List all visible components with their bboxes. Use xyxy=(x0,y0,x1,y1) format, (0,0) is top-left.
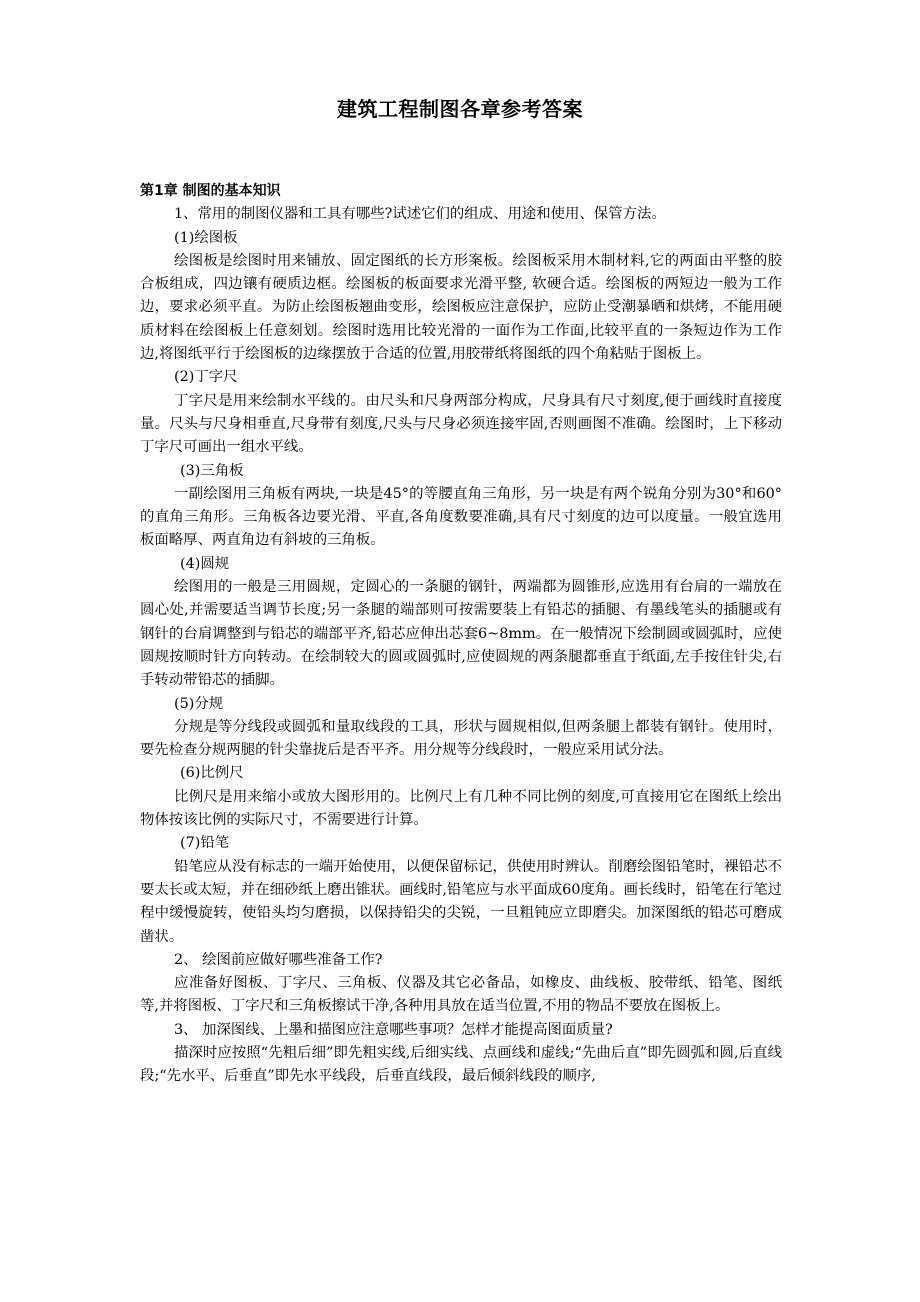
chapter-heading: 第1章 制图的基本知识 xyxy=(140,183,281,199)
paragraph: 铅笔应从没有标志的一端开始使用，以便保留标记，供使用时辨认。削磨绘图铅笔时，裸铅芯不要太长或太短，并在细砂纸上磨出锥状。画线时,铅笔应与水平面成60度角。画长线时，铅笔在行笔过程中缓慢旋转，使铅头均匀磨损，以保持铅尖的尖锐，一旦粗钝应立即磨尖。加深图纸的铅芯可磨成凿状。 xyxy=(140,858,782,945)
subheading: (4)圆规 xyxy=(180,555,230,572)
paragraph: 比例尺是用来缩小或放大图形用的。比例尺上有几种不同比例的刻度,可直接用它在图纸上绘出物体按该比例的实际尺寸，不需要进行计算。 xyxy=(140,788,782,829)
question: 2、 绘图前应做好哪些准备工作? xyxy=(174,951,383,968)
subheading: (3)三角板 xyxy=(180,462,244,479)
paragraph: 分规是等分线段或圆弧和量取线段的工具，形状与圆规相似,但两条腿上都装有钢针。使用时，要先检查分规两腿的针尖靠拢后是否平齐。用分规等分线段时，一般应采用试分法。 xyxy=(140,718,782,759)
paragraph: 应准备好图板、丁字尺、三角板、仪器及其它必备品，如橡皮、曲线板、胶带纸、铅笔、图纸等,并将图板、丁字尺和三角板擦试干净,各种用具放在适当位置,不用的物品不要放在图板上。 xyxy=(140,975,782,1015)
subheading: (1)绘图板 xyxy=(174,229,238,246)
document-title: 建筑工程制图各章参考答案 xyxy=(337,97,583,121)
document-body xyxy=(140,180,782,1089)
subheading: (6)比例尺 xyxy=(180,765,244,782)
subheading: (5)分规 xyxy=(174,695,224,712)
question: 1、常用的制图仪器和工具有哪些?试述它们的组成、用途和使用、保管方法。 xyxy=(174,206,666,223)
paragraph: 一副绘图用三角板有两块,一块是45°的等腰直角三角形，另一块是有两个锐角分别为30°和60°的直角三角形。三角板各边要光滑、平直,各角度数要准确,具有尺寸刻度的边可以度量。一般宜选用板面略厚、两直角边有斜坡的三角板。 xyxy=(140,485,782,549)
paragraph: 绘图板是绘图时用来铺放、固定图纸的长方形案板。绘图板采用木制材料,它的两面由平整的胶合板组成，四边镶有硬质边框。绘图板的板面要求光滑平整, 软硬合适。绘图板的两短边一般为工作边，要求必须平直。为防止绘图板翘曲变形，绘图板应注意保护，应防止受潮暴晒和烘烤，不能用硬质材料在绘图板上任意刻划。绘图时选用比较光滑的一面作为工作面,比较平直的一条短边作为工作边,将图纸平行于绘图板的边缘摆放于合适的位置,用胶带纸将图纸的四个角粘贴于图板上。 xyxy=(140,252,782,363)
paragraph: 丁字尺是用来绘制水平线的。由尺头和尺身两部分构成，尺身具有尺寸刻度,便于画线时直接度量。尺头与尺身相垂直,尺身带有刻度,尺头与尺身必须连接牢固,否则画图不准确。绘图时，上下移动丁字尺可画出一组水平线。 xyxy=(140,392,782,456)
paragraph: 绘图用的一般是三用圆规，定圆心的一条腿的钢针，两端都为圆锥形,应选用有台肩的一端放在圆心处,并需要适当调节长度;另一条腿的端部则可按需要装上有铅芯的插腿、有墨线笔头的插腿或有钢针的台肩调整到与铅芯的端部平齐,铅芯应伸出芯套6~8mm。在一般情况下绘制圆或圆弧时，应使圆规按顺时针方向转动。在绘制较大的圆或圆弧时,应使圆规的两条腿都垂直于纸面,左手按住针尖,右手转动带铅芯的插脚。 xyxy=(140,579,782,689)
subheading: (7)铅笔 xyxy=(180,835,230,852)
subheading: (2)丁字尺 xyxy=(174,369,238,386)
question: 3、 加深图线、上墨和描图应注意哪些事项？怎样才能提高图面质量? xyxy=(174,1021,613,1038)
paragraph: 描深时应按照“先粗后细”即先粗实线,后细实线、点画线和虚线;“先曲后直”即先圆弧和圆,后直线段;“先水平、后垂直”即先水平线段，后垂直线段，最后倾斜线段的顺序, xyxy=(140,1044,782,1085)
